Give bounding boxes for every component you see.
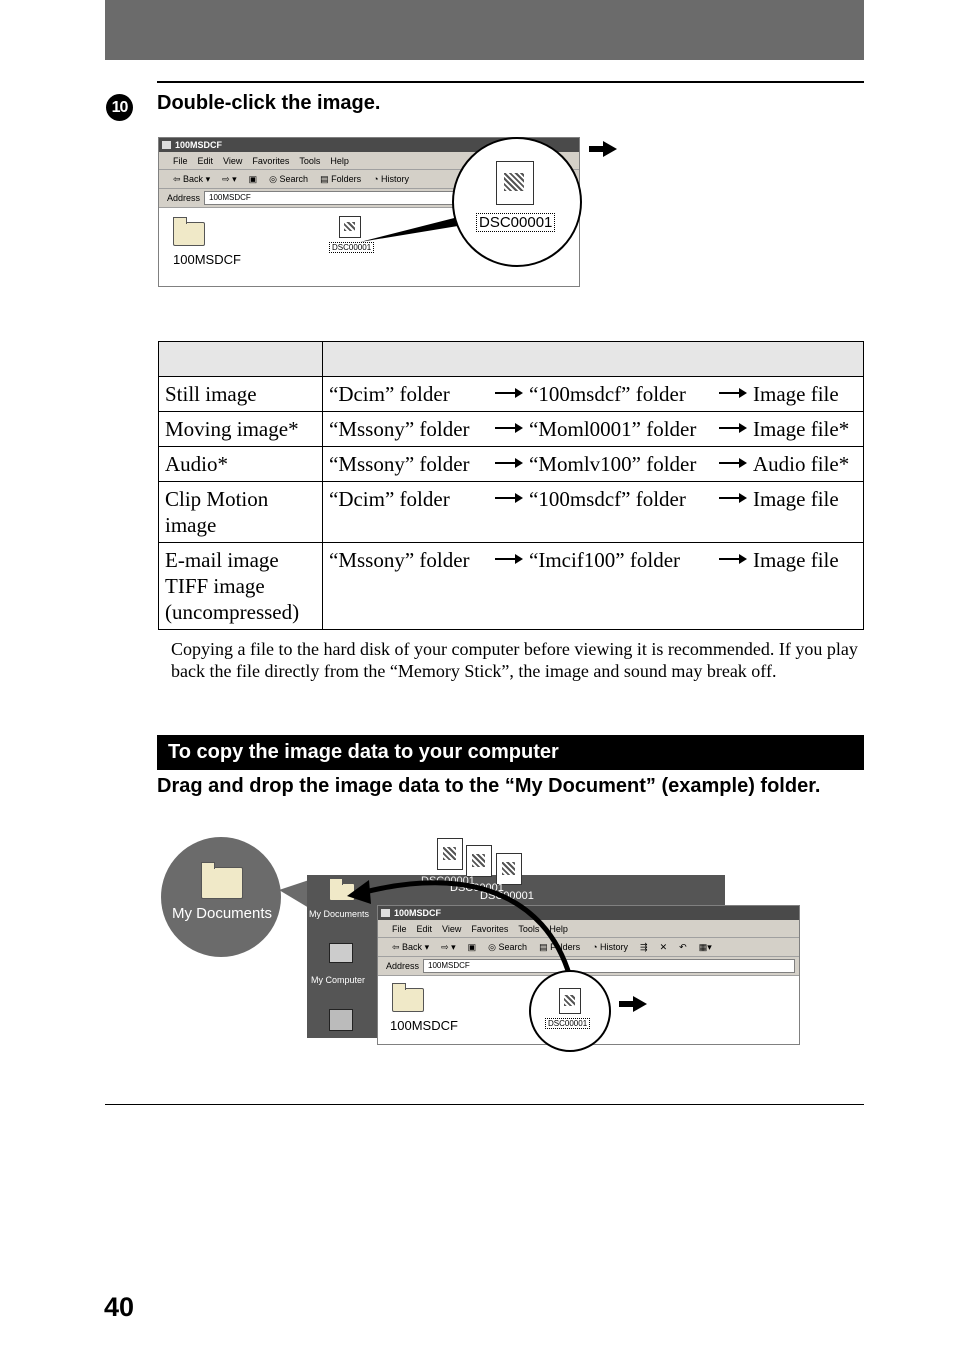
table-row [159, 543, 864, 630]
window-title: 100MSDCF [175, 140, 223, 150]
search-button[interactable]: ◎ Search [488, 941, 528, 952]
arrow-icon [495, 558, 521, 560]
dragged-file-label: DSC00001 [421, 875, 475, 887]
footer-rule [105, 1104, 864, 1105]
path-level-1: “Mssony” folder [329, 452, 470, 476]
file-type-line: TIFF image [165, 574, 265, 598]
menu-favorites[interactable]: Favorites [252, 155, 290, 166]
my-documents-zoom-circle [161, 837, 281, 957]
drag-path-arrow [345, 872, 580, 982]
note-text: Copying a file to the hard disk of your computer before viewing it is recommended. If you play back the file directly from the “Memory Stick”, the image and sound may break off. [171, 639, 858, 681]
table-header-cell [159, 342, 323, 377]
arrow-icon [495, 392, 521, 394]
menu-file[interactable]: File [392, 923, 407, 934]
folders-button[interactable]: ▤ Folders [539, 941, 581, 952]
dragged-file-label: DSC00001 [450, 882, 504, 894]
page-number: 40 [104, 1292, 135, 1322]
window-title: 100MSDCF [394, 908, 442, 918]
path-level-3: Image file [753, 382, 839, 406]
forward-button[interactable]: ⇨ ▾ [441, 941, 456, 952]
address-input[interactable]: 100MSDCF [423, 959, 795, 973]
path-level-1: “Dcim” folder [329, 382, 450, 406]
folders-button[interactable]: ▤ Folders [320, 173, 362, 184]
drag-instruction: Drag and drop the image data to the “My Document” (example) folder. [157, 775, 821, 797]
undo-icon[interactable]: ↶ [679, 941, 687, 952]
file-type-cell [159, 543, 323, 630]
address-label: Address [167, 193, 201, 203]
file-label[interactable]: DSC00001 [329, 242, 374, 253]
header-rule [157, 81, 864, 83]
arrow-icon [719, 497, 745, 499]
menu-help[interactable]: Help [330, 155, 349, 166]
folder-structure-table [158, 341, 864, 630]
file-type-line: (uncompressed) [165, 600, 300, 624]
arrow-icon [495, 462, 521, 464]
back-label: Back [183, 173, 204, 184]
image-file-icon-zoomed [559, 988, 581, 1014]
table-row [159, 377, 864, 412]
arrow-icon [719, 427, 745, 429]
path-level-1: “Mssony” folder [329, 548, 470, 572]
file-type-cell: Moving image* [159, 412, 323, 447]
path-level-3: Audio file* [753, 452, 850, 476]
history-button[interactable]: ◔ History [373, 174, 410, 184]
path-level-2: “Moml0001” folder [529, 417, 697, 441]
history-label: History [600, 942, 629, 952]
arrow-icon [495, 427, 521, 429]
up-folder-icon[interactable]: ▣ [467, 941, 477, 952]
menu-help[interactable]: Help [549, 923, 568, 934]
search-button[interactable]: ◎ Search [269, 173, 309, 184]
path-cell [323, 412, 864, 447]
menu-edit[interactable]: Edit [197, 155, 214, 166]
arrow-icon [719, 558, 745, 560]
folders-label: Folders [550, 941, 581, 952]
step-title: Double-click the image. [157, 92, 381, 114]
table-row [159, 482, 864, 543]
menu-tools[interactable]: Tools [518, 923, 540, 934]
folder-label: 100MSDCF [390, 1018, 458, 1033]
section-heading: To copy the image data to your computer [157, 735, 864, 770]
table-header-row [159, 342, 864, 377]
search-label: Search [279, 173, 309, 184]
path-level-2: “100msdcf” folder [529, 382, 686, 406]
network-places-icon[interactable] [329, 1009, 353, 1031]
zoom-callout [529, 970, 611, 1052]
path-level-3: Image file [753, 487, 839, 511]
arrow-icon [719, 392, 745, 394]
delete-icon[interactable]: ✕ [659, 941, 668, 952]
history-label: History [381, 174, 410, 184]
folder-icon[interactable] [173, 222, 205, 246]
menu-favorites[interactable]: Favorites [471, 923, 509, 934]
right-arrow-icon [619, 996, 647, 1012]
dragged-file-label: DSC00001 [480, 890, 534, 902]
views-icon[interactable]: ▦▾ [698, 941, 712, 952]
up-folder-icon[interactable]: ▣ [248, 173, 258, 184]
image-file-icon-zoomed [496, 161, 534, 205]
file-type-cell: Audio* [159, 447, 323, 482]
menu-view[interactable]: View [442, 923, 462, 934]
my-computer-label[interactable]: My Computer [311, 975, 366, 985]
forward-button[interactable]: ⇨ ▾ [222, 173, 237, 184]
table-row [159, 447, 864, 482]
callout-pointer [279, 880, 309, 910]
callout-file-label: DSC00001 [545, 1018, 590, 1029]
path-cell [323, 543, 864, 630]
folder-icon[interactable] [392, 988, 424, 1012]
path-level-2: “Momlv100” folder [529, 452, 697, 476]
folders-label: Folders [331, 173, 362, 184]
address-label: Address [386, 961, 420, 971]
arrow-icon [495, 497, 521, 499]
dragged-file-icon [437, 838, 463, 870]
menu-tools[interactable]: Tools [299, 155, 321, 166]
my-documents-big-label: My Documents [171, 905, 273, 922]
path-level-3: Image file* [753, 417, 850, 441]
path-cell [323, 482, 864, 543]
move-to-icon[interactable]: ⇶ [640, 941, 648, 952]
path-level-3: Image file [753, 548, 839, 572]
right-arrow-icon [589, 141, 617, 157]
arrow-icon [719, 462, 745, 464]
file-type-cell: Still image [159, 377, 323, 412]
zoom-callout [452, 137, 582, 267]
back-label: Back [402, 941, 423, 952]
file-type-line: E-mail image [165, 548, 279, 572]
step-number-badge: 10 [106, 94, 133, 121]
menu-edit[interactable]: Edit [416, 923, 433, 934]
path-level-2: “100msdcf” folder [529, 487, 686, 511]
back-button[interactable]: ⇦ Back ▾ [173, 173, 211, 184]
menu-view[interactable]: View [223, 155, 243, 166]
my-documents-label[interactable]: My Documents [309, 909, 370, 919]
table-row [159, 412, 864, 447]
path-cell [323, 447, 864, 482]
image-file-icon[interactable] [339, 216, 361, 238]
my-documents-big-icon [201, 867, 243, 899]
path-cell [323, 377, 864, 412]
history-button[interactable]: ◔ History [592, 942, 629, 952]
path-level-2: “Imcif100” folder [529, 548, 681, 572]
path-level-1: “Mssony” folder [329, 417, 470, 441]
page-header-bar [105, 0, 864, 60]
folder-label: 100MSDCF [173, 252, 241, 267]
menu-file[interactable]: File [173, 155, 188, 166]
file-type-cell: Clip Motion image [159, 482, 323, 543]
path-level-1: “Dcim” folder [329, 487, 450, 511]
folder-title-icon [162, 141, 171, 149]
table-header-cell [323, 342, 864, 377]
address-input[interactable]: 100MSDCF [204, 191, 575, 205]
callout-file-label: DSC00001 [476, 213, 555, 232]
back-button[interactable]: ⇦ Back ▾ [392, 941, 430, 952]
search-label: Search [498, 941, 528, 952]
